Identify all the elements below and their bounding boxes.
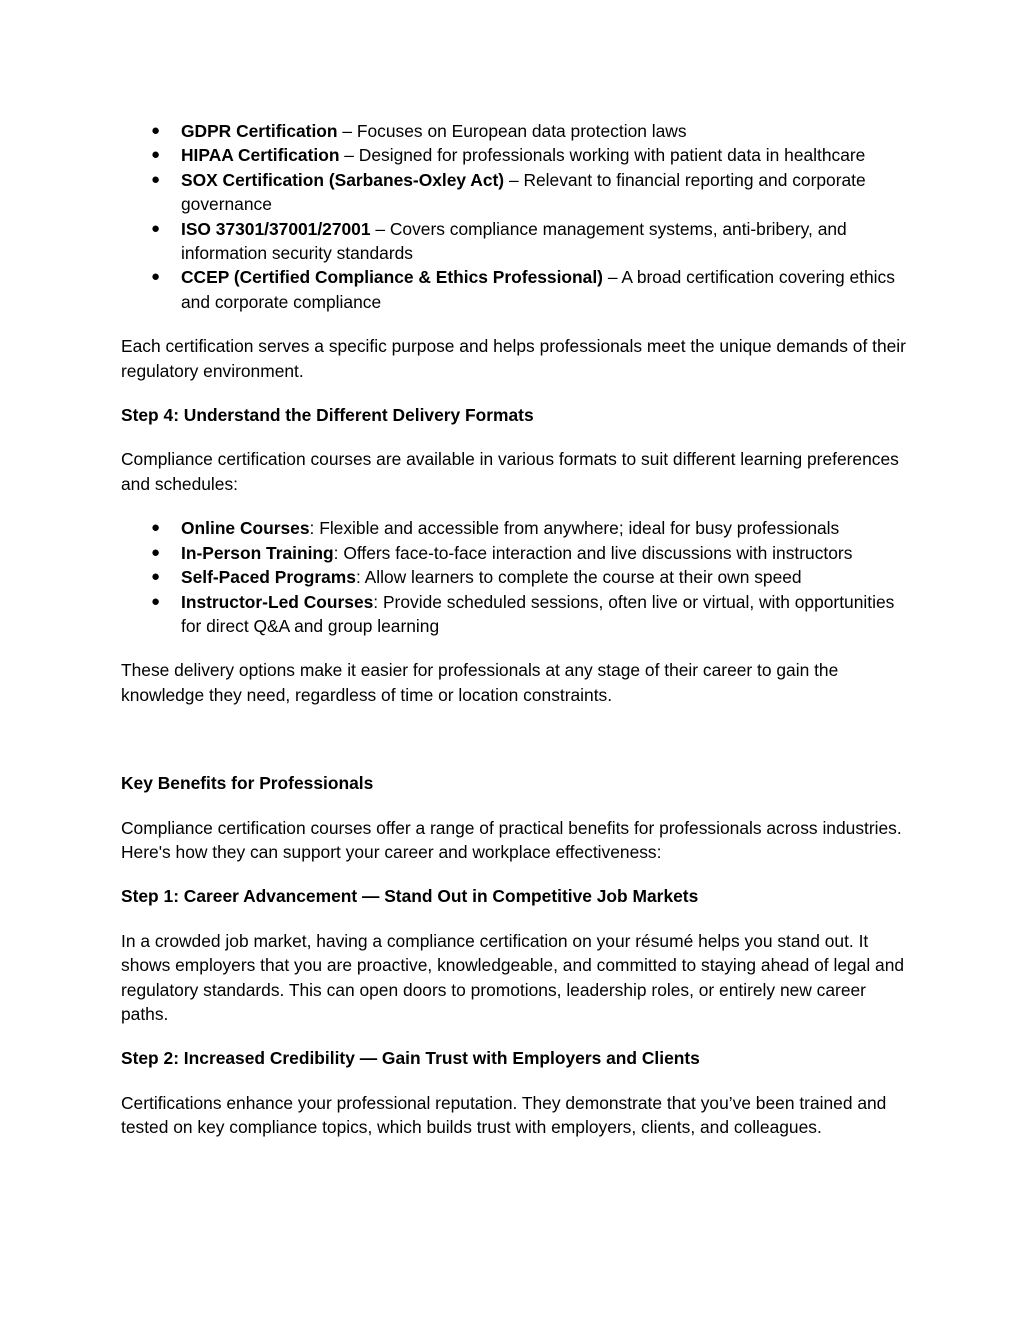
paragraph-step-2: Certifications enhance your professional reputation. They demonstrate that you’ve been trained and tested on key compliance topics, which builds trust with employers, clients, and colleagues. xyxy=(121,1092,887,1138)
paragraph-formats-intro: Compliance certification courses are available in various formats to suit different learning preferences and schedules: xyxy=(121,449,899,494)
heading-step-4: Step 4: Understand the Different Delivery Formats xyxy=(121,405,534,426)
bullet-icon: ● xyxy=(151,519,161,537)
bullet-icon: ● xyxy=(151,146,161,164)
list-item xyxy=(121,265,911,314)
heading-step-2: Step 2: Increased Credibility — Gain Trust with Employers and Clients xyxy=(121,1048,700,1069)
list-item-term: SOX Certification (Sarbanes-Oxley Act) xyxy=(181,169,505,190)
list-item-term: Online Courses xyxy=(181,518,310,539)
list-item-desc: : Allow learners to complete the course at their own speed xyxy=(355,567,802,588)
paragraph-cert-summary: Each certification serves a specific purpose and helps professionals meet the unique demands of their regulatory environment. xyxy=(121,336,906,381)
list-item-term: HIPAA Certification xyxy=(181,145,340,166)
bullet-icon: ● xyxy=(151,219,161,237)
bullet-icon: ● xyxy=(151,268,161,286)
certification-list xyxy=(121,119,911,314)
list-item xyxy=(121,590,911,639)
list-item xyxy=(121,516,911,540)
list-item-desc: – Covers compliance management systems, anti-bribery, and information security standards xyxy=(181,218,847,264)
paragraph-delivery-summary: These delivery options make it easier for professionals at any stage of their career to gain the knowledge they need, regardless of time or location constraints. xyxy=(121,660,839,705)
list-item-desc: – A broad certification covering ethics and corporate compliance xyxy=(181,267,895,312)
list-item xyxy=(121,565,911,589)
list-item xyxy=(121,143,911,167)
list-item-desc: – Relevant to financial reporting and corporate governance xyxy=(181,169,866,215)
list-item-term: ISO 37301/37001/27001 xyxy=(181,218,371,239)
list-item-term: Self-Paced Programs xyxy=(181,567,356,588)
list-item xyxy=(121,541,911,565)
delivery-format-list xyxy=(121,516,911,638)
list-item-term: GDPR Certification xyxy=(181,121,338,141)
list-item-term: Instructor-Led Courses xyxy=(181,591,374,612)
list-item-desc: – Focuses on European data protection laws xyxy=(337,121,687,141)
document-body xyxy=(121,119,911,1140)
paragraph-step-1: In a crowded job market, having a compliance certification on your résumé helps you stand out. It shows employers that you are proactive, knowledgeable, and committed to staying ahead of legal and regulatory standards. This can open doors to promotions, leadership roles, or entirely new career paths. xyxy=(121,930,905,1024)
list-item-desc: : Offers face-to-face interaction and live discussions with instructors xyxy=(333,542,853,563)
bullet-icon: ● xyxy=(151,543,161,561)
list-item xyxy=(121,217,911,266)
list-item xyxy=(121,168,911,217)
heading-step-1: Step 1: Career Advancement — Stand Out in Competitive Job Markets xyxy=(121,886,699,907)
bullet-icon: ● xyxy=(151,592,161,610)
list-item-term: In-Person Training xyxy=(181,542,334,563)
bullet-icon: ● xyxy=(151,122,161,139)
list-item-term: CCEP (Certified Compliance & Ethics Professional) xyxy=(181,267,603,288)
list-item-desc: : Flexible and accessible from anywhere; ideal for busy professionals xyxy=(309,518,840,539)
bullet-icon: ● xyxy=(151,170,161,188)
paragraph-benefits-intro: Compliance certification courses offer a range of practical benefits for professionals across industries. Here's how they can support your career and workplace effectiveness: xyxy=(121,817,902,862)
list-item-desc: : Provide scheduled sessions, often live or virtual, with opportunities for direct Q&A and group learning xyxy=(181,591,895,636)
heading-key-benefits: Key Benefits for Professionals xyxy=(121,773,374,794)
list-item xyxy=(121,119,911,143)
bullet-icon: ● xyxy=(151,568,161,586)
list-item-desc: – Designed for professionals working with patient data in healthcare xyxy=(339,145,866,166)
